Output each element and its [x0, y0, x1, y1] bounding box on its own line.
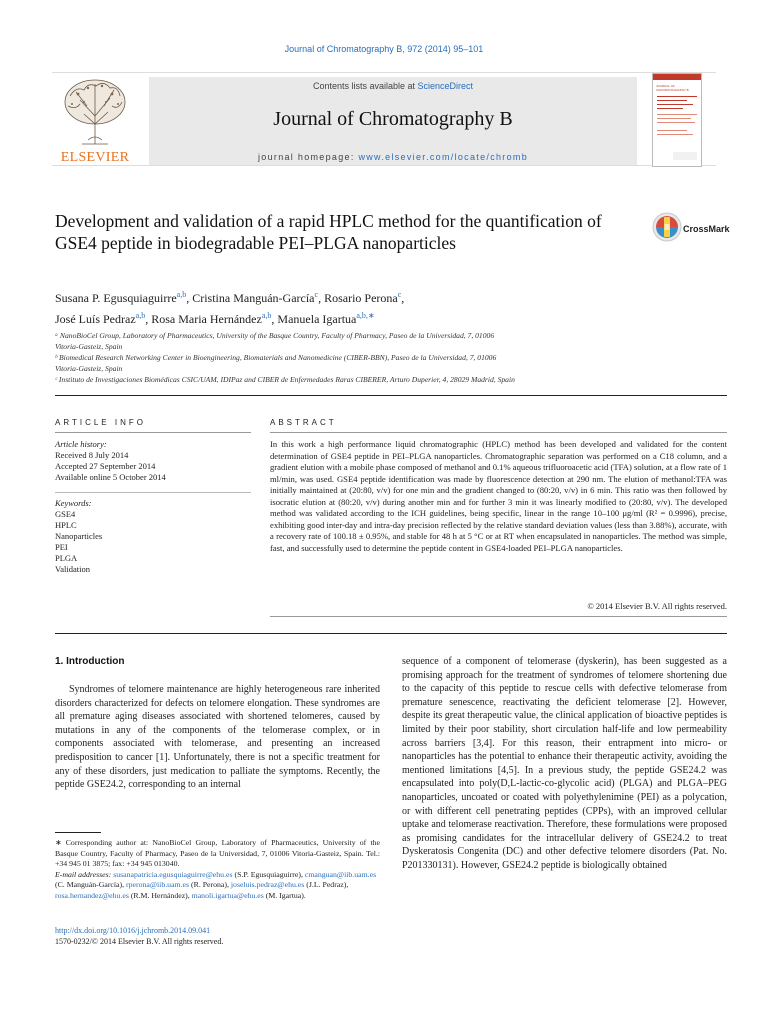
journal-homepage: [149, 152, 637, 162]
affiliation-line: ᵇ Biomedical Research Networking Center in Bioengineering, Biomaterials and Nanomedicine (CIBER-BBN), Paseo de la Universidad, 7, 01006: [55, 353, 497, 362]
author-affiliation-marker[interactable]: a,b: [176, 290, 187, 299]
corresponding-author-note: ∗ Corresponding author at: NanoBioCel Group, Laboratory of Pharmaceutics, University of the Basque Country, Faculty of Pharmacy, Paseo de la Universidad, 7, 01006 Vitoria-Gasteiz, Spain. Tel.: +34 945 01 3875; fax: +34 945 013040.: [55, 838, 380, 868]
elsevier-tree-icon: [54, 76, 136, 146]
email-owner: (C. Manguán-García),: [55, 880, 125, 889]
article-info-heading: ARTICLE INFO: [55, 418, 146, 427]
elsevier-logo: [54, 76, 136, 166]
issn-copyright: 1570-0232/© 2014 Elsevier B.V. All rights reserved.: [55, 937, 224, 946]
email-owner: (R.M. Hernández),: [130, 890, 190, 900]
crossmark-badge[interactable]: [652, 211, 732, 247]
affiliations: [55, 330, 615, 385]
footnotes: [55, 838, 380, 901]
journal-citation-link[interactable]: Journal of Chromatography B, 972 (2014) 95–101: [284, 44, 484, 54]
email-link[interactable]: rosa.hernandez@ehu.es: [55, 890, 129, 900]
keyword-item: Nanoparticles: [55, 531, 103, 541]
email-owner: (S.P. Egusquiaguirre),: [234, 869, 303, 879]
keywords-heading: Keywords:: [55, 498, 92, 508]
keyword-item: PEI: [55, 542, 68, 552]
sciencedirect-link[interactable]: ScienceDirect: [417, 81, 474, 91]
section-divider: [55, 395, 727, 396]
author-line-2: José Luís Pedraz$^{a,b}$, Rosa Maria Hernández$^{a,b}$, Manuela Igartua$^{a,b,∗}$: [55, 311, 375, 326]
author-name: Rosa Maria Hernández: [151, 312, 262, 326]
abstract-copyright: © 2014 Elsevier B.V. All rights reserved.: [587, 601, 727, 611]
author-name: José Luís Pedraz: [55, 312, 136, 326]
email-link[interactable]: cmanguan@iib.uam.es: [304, 869, 377, 879]
keyword-item: Validation: [55, 564, 90, 574]
email-owner: (M. Igartua).: [265, 890, 306, 900]
affiliation-line: Vitoria-Gasteiz, Spain: [55, 364, 123, 373]
author-line-1: Susana P. Egusquiaguirre$^{a,b}$, Cristina Manguán-García$^c$, Rosario Perona$^c$,: [55, 290, 405, 305]
keyword-item: HPLC: [55, 520, 77, 530]
author-affiliation-marker[interactable]: c: [397, 290, 402, 299]
doi-link[interactable]: http://dx.doi.org/10.1016/j.jchromb.2014.09.041: [55, 926, 211, 935]
footnote-divider: [55, 832, 101, 833]
divider: [55, 492, 251, 493]
body-paragraph-right: sequence of a component of telomerase (dyskerin), has been suggested as a promising approach for the treatment of syndromes of telomere shortening due to the capacity of this peptide to rescue cells with defective telomerase from premature senescence, reactivating the deficient telomerase [2]. However, despite its great therapeutic value, the clinical application of bioactive peptides is limited by their poor stability, short circulation half-life and low permeability across barriers [3,4]. For this reason, their entrapment into micro- or nanoparticles has the potential to enhance their therapeutic activity, avoiding the mentioned limitations [4,5]. In a previous study, the peptide GSE24.2 was encapsulated into poly(D,L-lactic-co-glycolic acid) (PLGA) and PLGA–PEG nanoparticles, uncoated or coated with polyethylenimine (PEI) as a polycation, or with different cell penetrating peptides (CPPs), with an improved cellular uptake and telomerase reactivation. Therefore, these formulations were proposed as promising candidates for the intracellular delivery of GSE24.2 to treat Dyskeratosis Congenita (DC) and other defective telomere disorders (Pat. No. P201330131). However, GSE24.2 peptide is biologically obtained: [402, 656, 727, 871]
history-item: Available online 5 October 2014: [55, 472, 166, 482]
homepage-prefix: journal homepage:: [257, 152, 359, 162]
author-name: Rosario Perona: [324, 291, 398, 305]
section-divider: [55, 633, 727, 634]
keyword-item: PLGA: [55, 553, 78, 563]
abstract-heading: ABSTRACT: [270, 418, 337, 427]
history-item: Received 8 July 2014: [55, 450, 129, 460]
email-link[interactable]: joseluis.pedraz@ehu.es: [230, 880, 305, 889]
email-label: E-mail addresses:: [55, 869, 112, 879]
keyword-item: GSE4: [55, 509, 76, 519]
divider: [270, 432, 727, 433]
author-affiliation-marker[interactable]: a,b: [135, 311, 146, 320]
author-name: Cristina Manguán-García: [192, 291, 315, 305]
journal-title: Journal of Chromatography B: [273, 108, 513, 130]
abstract-text: In this work a high performance liquid chromatographic (HPLC) method has been developed and validated for the content determination of GSE4 peptide in PEI–PLGA nanoparticles. Chromatographic separation was performed on a C18 column, and a gradient elution with a mobile phase composed of methanol and 0.1% aqueous trifluoroacetic acid (TFA) solution, at a flow rate of 1 ml/min, was used. GSE4 peptide identification was made by fluorescence detection at 290 nm. The elution of methanol:TFA was initially maintained at (20:80, v/v) for one min and the gradient changed to (80:20, v/v) in 6 min. This ratio was then followed by isocratic elution at (80:20, v/v) during another min and for further 3 min it was linearly modified to (20:80, v/v). The developed method was validated according to the ICH guidelines, being specific, linear in the range 10–100 μg/ml (R² = 0.9996), precise, exhibiting good inter-day and intra-day precision reflected by the relative standard deviation values (less than 3.88%), accurate, with a recovery rate of 100.18 ± 0.95%, and stable for 48 h at 5 °C or at RT when encapsulated in nanoparticles. The method was simple, fast, and successfully used to determine the peptide content in GSE4-loaded PEI–PLGA nanoparticles.: [270, 439, 727, 553]
email-addresses: [55, 870, 380, 902]
doi-block: [55, 925, 223, 947]
divider: [270, 616, 727, 617]
author-affiliation-marker[interactable]: c: [314, 290, 319, 299]
email-owner: (R. Perona),: [191, 880, 229, 889]
affiliation-line: ᶜ Instituto de Investigaciones Biomédicas CSIC/UAM, IDIPaz and CIBER de Enfermedades Raras CIBERER, Arturo Duperier, 4, 28029 Madrid, Spain: [55, 375, 515, 384]
keywords: [55, 498, 251, 575]
crossmark-icon: [652, 211, 682, 243]
cover-title: JOURNAL OF CHROMATOGRAPHY B: [656, 84, 689, 92]
contents-availability: [149, 81, 637, 91]
section-heading-introduction: 1. Introduction: [55, 656, 125, 667]
journal-cover-image: [652, 73, 702, 167]
author-list: [55, 286, 715, 328]
article-title: Development and validation of a rapid HPLC method for the quantification of GSE4 peptide in biodegradable PEI–PLGA nanoparticles: [55, 211, 602, 253]
author-affiliation-marker[interactable]: a,b: [261, 311, 272, 320]
email-link[interactable]: rperona@iib.uam.es: [126, 880, 190, 889]
crossmark-label: CrossMark: [683, 224, 730, 234]
author-name: Susana P. Egusquiaguirre: [55, 291, 177, 305]
email-link[interactable]: manoli.igartua@ehu.es: [191, 890, 264, 900]
body-paragraph-left: Syndromes of telomere maintenance are highly heterogeneous rare inherited disorders characterized for defects on telomere elongation. These syndromes are all premature aging diseases associated with shortened telomeres, caused by mutations in any of the components of the telomerase complex, or in components associated with telomerase, and presenting an increased predisposition to cancer [1]. Unfortunately, there is not a specific treatment for any of these disorders, just medication to palliate the symptoms. Recently, the peptide GSE24.2, corresponding to an internal: [55, 684, 380, 791]
divider: [55, 432, 251, 433]
history-item: Accepted 27 September 2014: [55, 461, 156, 471]
affiliation-line: Vitoria-Gasteiz, Spain: [55, 342, 123, 351]
email-link[interactable]: susanapatricia.egusquiaguirre@ehu.es: [113, 869, 233, 879]
affiliation-line: ᵃ NanoBioCel Group, Laboratory of Pharmaceutics, University of the Basque Country, Faculty of Pharmacy, Paseo de la Universidad, 7, 01006: [55, 331, 495, 340]
article-history: [55, 439, 251, 483]
publisher-name: ELSEVIER: [60, 150, 130, 165]
history-heading: Article history:: [55, 439, 107, 449]
author-name: Manuela Igartua: [277, 312, 357, 326]
journal-homepage-link[interactable]: www.elsevier.com/locate/chromb: [358, 152, 529, 162]
email-owner: (J.L. Pedraz),: [306, 880, 349, 889]
contents-prefix: Contents lists available at: [312, 81, 418, 91]
author-affiliation-marker[interactable]: a,b,∗: [356, 311, 375, 320]
